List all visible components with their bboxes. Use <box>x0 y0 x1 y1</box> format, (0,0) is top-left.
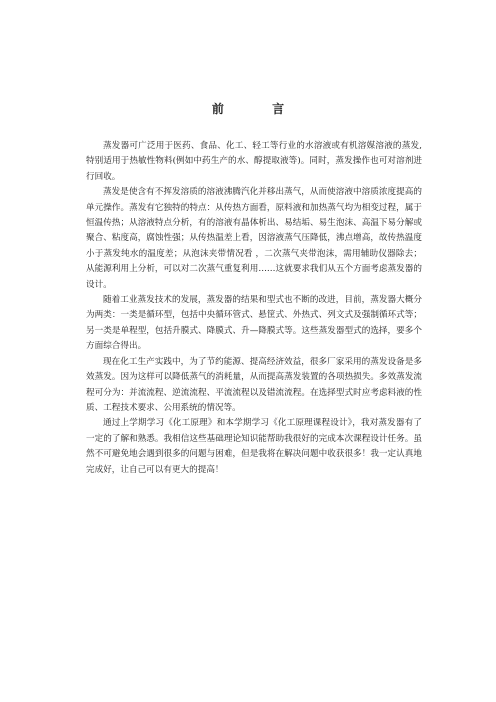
paragraph-4: 现在化工生产实践中，为了节约能源、提高经济效益，很多厂家采用的蒸发设备是多效蒸发。因为这样可以降低蒸气的消耗量，从而提高蒸发装置的各项热损失。多效蒸发流程可分为：并流流程、逆流流程、平流流程以及错流流程。在选择型式时应考虑料液的性质、工程技术要求、公用系统的情况等。 <box>86 356 422 413</box>
paragraph-3: 随着工业蒸发技术的发展，蒸发器的结果和型式也不断的改进，目前，蒸发器大概分为两类：一类是循环型，包括中央循环管式、悬筐式、外热式、列文式及强制循环式等；另一类是单程型，包括升膜式、降膜式、升—降膜式等。这些蒸发器型式的选择，要多个方面综合得出。 <box>86 295 422 352</box>
page-title: 前 言 <box>211 102 307 116</box>
body-text <box>86 139 422 478</box>
paragraph-2: 蒸发是使含有不挥发溶质的溶液沸腾汽化并移出蒸气，从而使溶液中溶质浓度提高的单元操作。蒸发有它独特的特点：从传热方面看，原料液和加热蒸气均为相变过程，属于恒温传热；从溶液特点分析，有的溶液有晶体析出、易结垢、易生泡沫、高温下易分解或聚合、粘度高，腐蚀性强；从传热温差上看，因溶液蒸气压降低，沸点增高，故传热温度小于蒸发纯水的温度差；从泡沫夹带情况看 ，二次蒸气夹带泡沫，需用辅助仪器除去；从能源利用上分析，可以对二次蒸气重复利用……这就要求我们从五个方面考虑蒸发器的设计。 <box>86 187 422 290</box>
paragraph-1: 蒸发器可广泛用于医药、食品、化工、轻工等行业的水溶液或有机溶媒溶液的蒸发,特别适用于热敏性物料(例如中药生产的水、醇提取液等)。同时，蒸发操作也可对溶剂进行回收。 <box>86 141 422 182</box>
paragraph-5: 通过上学期学习《化工原理》和本学期学习《化工原理课程设计》，我对蒸发器有了一定的了解和熟悉。我相信这些基础理论知识能帮助我很好的完成本次课程设计任务。虽然不可避免地会遇到很多的问题与困难，但是我将在解决问题中收获很多！我一定认真地完成好，让自己可以有更大的提高！ <box>86 418 422 475</box>
